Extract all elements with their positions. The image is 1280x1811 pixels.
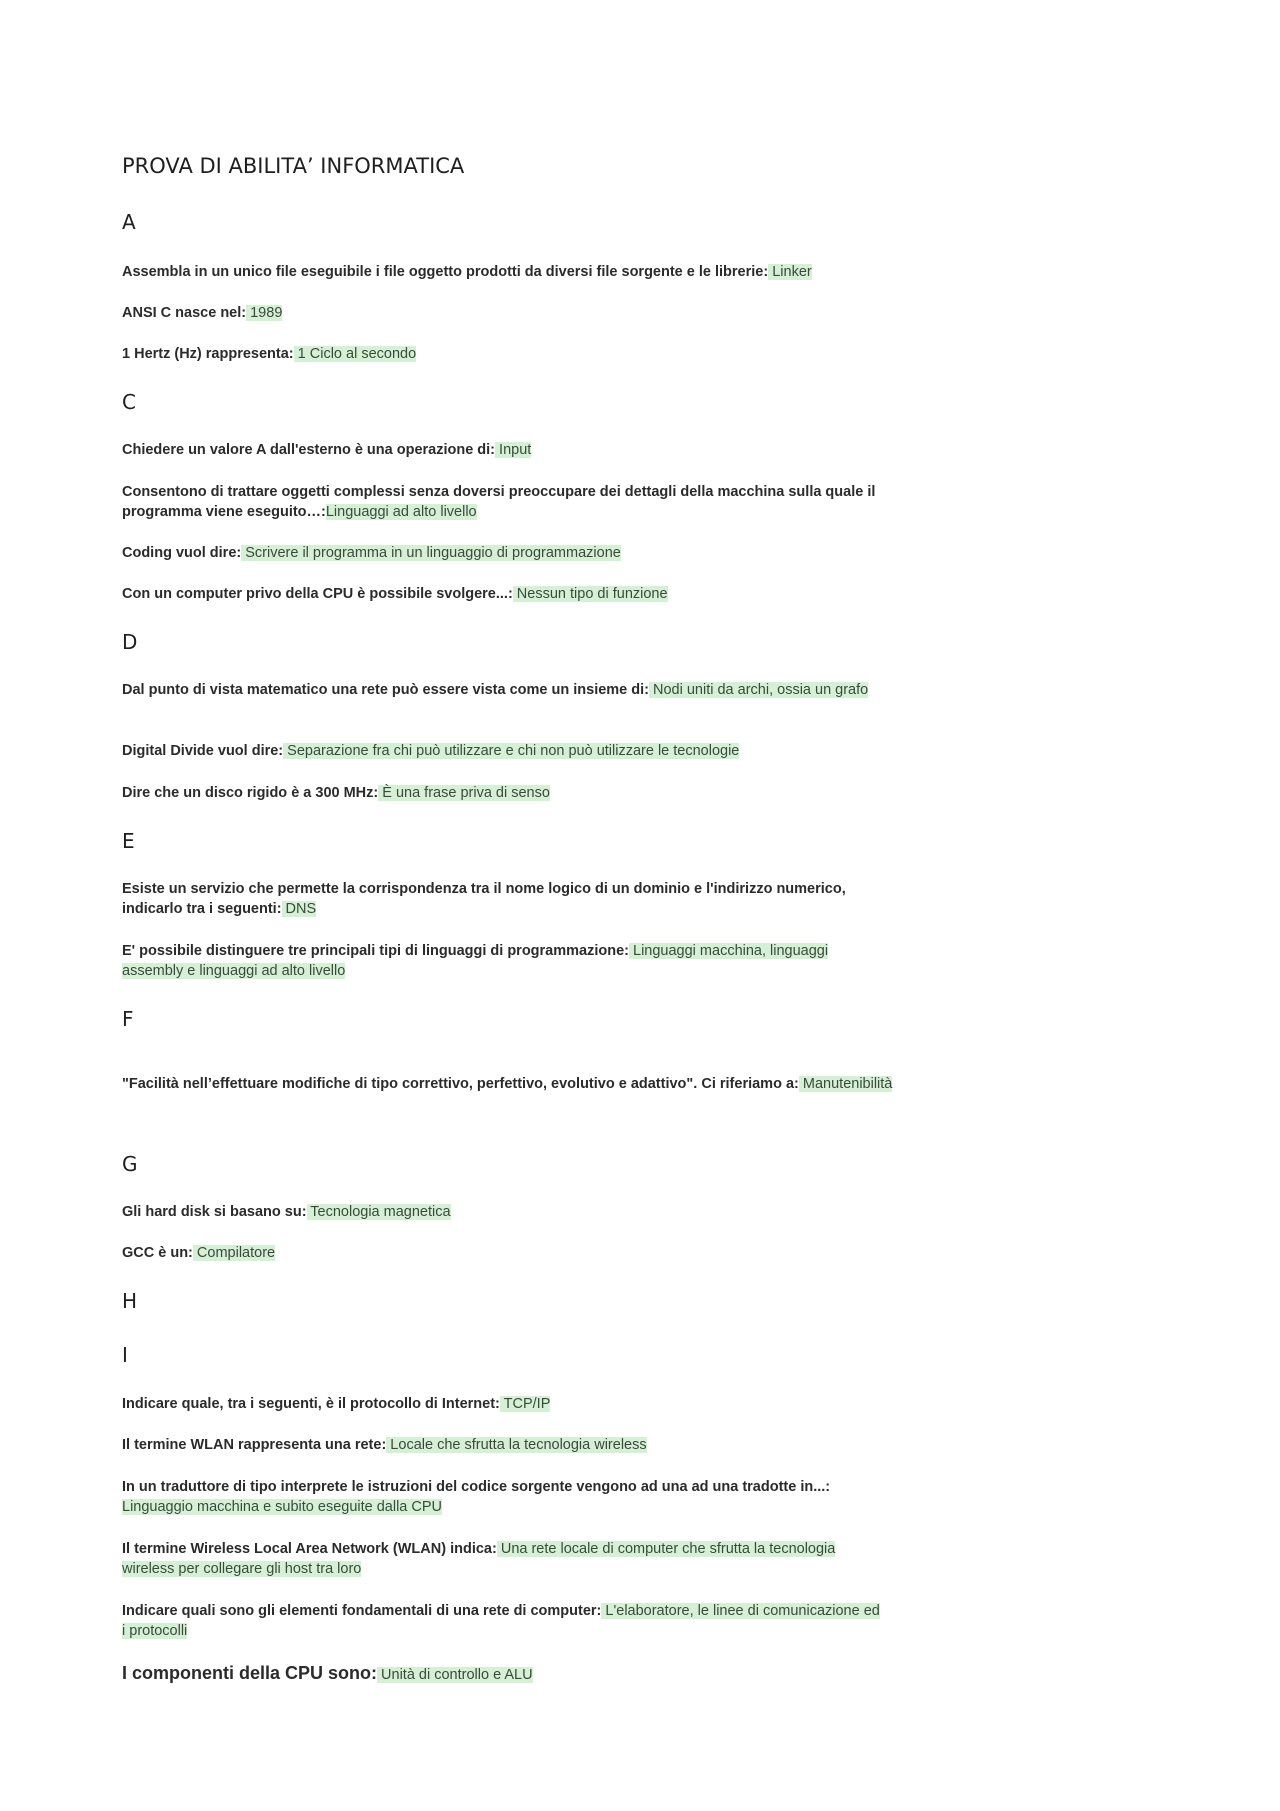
answer-highlight: 1 Ciclo al secondo: [293, 346, 417, 362]
answer-highlight: Compilatore: [192, 1245, 276, 1261]
qa-item: [122, 1435, 882, 1455]
section-letter-d: D: [122, 630, 138, 654]
question-text: Dire che un disco rigido è a 300 MHz:: [122, 785, 379, 801]
answer-highlight: Linguaggio macchina e subito eseguite dalla CPU: [122, 1499, 443, 1515]
answer-highlight: 1989: [246, 305, 283, 321]
answer-highlight: Unità di controllo e ALU: [377, 1667, 533, 1683]
qa-item: [122, 543, 882, 563]
answer-highlight: Input: [495, 442, 532, 458]
section-letter-f: F: [122, 1007, 134, 1031]
question-text: Indicare quali sono gli elementi fondamentali di una rete di computer:: [122, 1603, 602, 1619]
question-text: "Facilità nell’effettuare modifiche di tipo correttivo, perfettivo, evolutivo e adattivo". Ci riferiamo a:: [122, 1076, 799, 1092]
answer-highlight: Separazione fra chi può utilizzare e chi non può utilizzare le tecnologie: [283, 743, 740, 759]
question-text: Digital Divide vuol dire:: [122, 743, 284, 759]
qa-item: [122, 1074, 1022, 1094]
answer-highlight: Manutenibilità: [798, 1076, 893, 1092]
answer-highlight: DNS: [281, 901, 317, 917]
qa-item: [122, 1477, 882, 1517]
qa-item: [122, 440, 882, 460]
question-text: ANSI C nasce nel:: [122, 305, 247, 321]
qa-item: [122, 941, 882, 981]
answer-highlight: Una rete locale di computer che sfrutta la tecnologia wireless per collegare gli host tra loro: [122, 1541, 836, 1577]
qa-item: [122, 344, 882, 364]
qa-item: [122, 1202, 882, 1222]
qa-item: [122, 879, 882, 919]
question-text: E' possibile distinguere tre principali tipi di linguaggi di programmazione:: [122, 943, 629, 959]
document-title: PROVA DI ABILITA’ INFORMATICA: [122, 154, 465, 178]
answer-highlight: Linguaggi macchina, linguaggi assembly e linguaggi ad alto livello: [122, 943, 829, 979]
answer-highlight: L'elaboratore, le linee di comunicazione ed i protocolli: [122, 1603, 880, 1639]
question-text: Il termine Wireless Local Area Network (WLAN) indica:: [122, 1541, 497, 1557]
answer-highlight: Linguaggi ad alto livello: [325, 504, 477, 520]
answer-highlight: Linker: [768, 264, 812, 280]
answer-highlight: Locale che sfrutta la tecnologia wireless: [386, 1437, 647, 1453]
answer-highlight: Tecnologia magnetica: [306, 1204, 451, 1220]
qa-item: [122, 783, 882, 803]
section-letter-g: G: [122, 1152, 138, 1176]
question-text: GCC è un:: [122, 1245, 193, 1261]
question-text: Il termine WLAN rappresenta una rete:: [122, 1437, 387, 1453]
answer-highlight: TCP/IP: [499, 1396, 551, 1412]
question-text: Chiedere un valore A dall'esterno è una operazione di:: [122, 442, 496, 458]
answer-highlight: Nessun tipo di funzione: [512, 586, 668, 602]
question-text: Consentono di trattare oggetti complessi senza doversi preoccupare dei dettagli della macchina sulla quale il programma viene eseguito…:: [122, 484, 876, 520]
section-letter-c: C: [122, 390, 136, 414]
section-letter-h: H: [122, 1289, 138, 1313]
qa-item: [122, 303, 882, 323]
question-text: 1 Hertz (Hz) rappresenta:: [122, 346, 294, 362]
question-text: Coding vuol dire:: [122, 545, 242, 561]
question-text: I componenti della CPU sono:: [122, 1663, 378, 1683]
question-text: Con un computer privo della CPU è possibile svolgere...:: [122, 586, 513, 602]
question-text: Dal punto di vista matematico una rete può essere vista come un insieme di:: [122, 682, 649, 698]
qa-item: [122, 262, 882, 282]
qa-item: [122, 1601, 882, 1641]
qa-item: [122, 1663, 882, 1685]
section-letter-e: E: [122, 829, 135, 853]
qa-item: [122, 680, 882, 700]
answer-highlight: Nodi uniti da archi, ossia un grafo: [648, 682, 869, 698]
qa-item: [122, 482, 882, 522]
question-text: Gli hard disk si basano su:: [122, 1204, 307, 1220]
qa-item: [122, 1394, 882, 1414]
qa-item: [122, 741, 882, 761]
qa-item: [122, 1539, 882, 1579]
answer-highlight: È una frase priva di senso: [378, 785, 550, 801]
question-text: In un traduttore di tipo interprete le istruzioni del codice sorgente vengono ad una ad una tradotte in...:: [122, 1479, 831, 1495]
section-letter-i: I: [122, 1343, 128, 1367]
question-text: Indicare quale, tra i seguenti, è il protocollo di Internet:: [122, 1396, 500, 1412]
qa-item: [122, 1243, 882, 1263]
question-text: Esiste un servizio che permette la corrispondenza tra il nome logico di un dominio e l'indirizzo numerico, indicarlo tra i seguenti:: [122, 881, 846, 917]
section-letter-a: A: [122, 210, 136, 234]
question-text: Assembla in un unico file eseguibile i file oggetto prodotti da diversi file sorgente e le librerie:: [122, 264, 769, 280]
answer-highlight: Scrivere il programma in un linguaggio di programmazione: [241, 545, 621, 561]
qa-item: [122, 584, 882, 604]
